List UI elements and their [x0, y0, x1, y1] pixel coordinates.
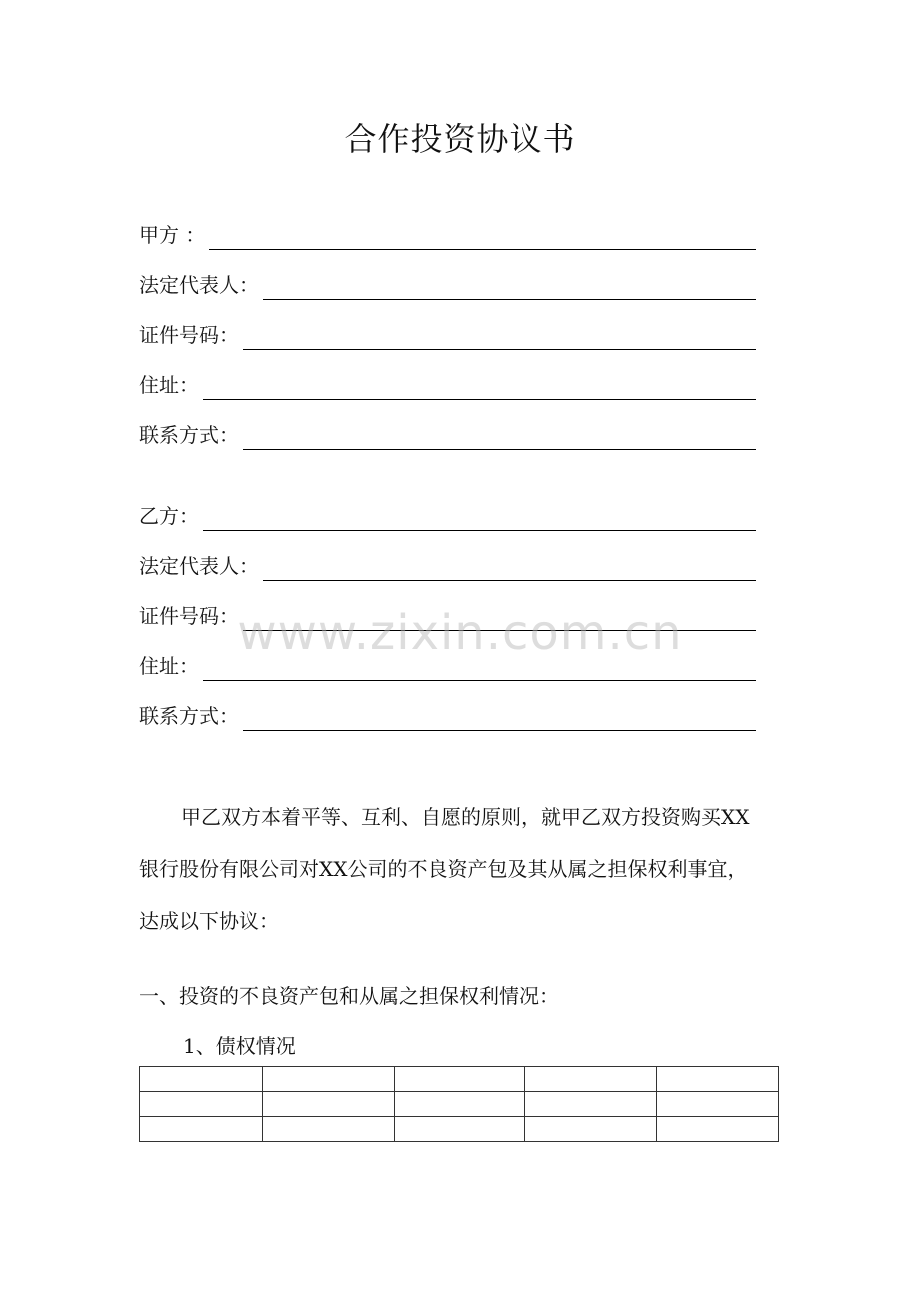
party-b-id-number-field: [139, 599, 756, 631]
blank-line[interactable]: [243, 606, 756, 631]
table-cell[interactable]: [262, 1092, 394, 1117]
field-label: 甲方 ：: [139, 223, 206, 247]
preamble-line-3: 达成以下协议：: [139, 909, 279, 933]
blank-line[interactable]: [243, 325, 756, 350]
table-cell[interactable]: [657, 1092, 779, 1117]
preamble-line-1: [139, 791, 784, 843]
field-label: 法定代表人：: [139, 273, 259, 297]
preamble-paragraph: [139, 791, 784, 947]
table-cell[interactable]: [262, 1117, 394, 1142]
blank-line[interactable]: [203, 656, 756, 681]
blank-line[interactable]: [243, 706, 756, 731]
blank-line[interactable]: [243, 425, 756, 450]
table-cell[interactable]: [140, 1117, 263, 1142]
field-label: 联系方式：: [139, 704, 239, 728]
blank-line[interactable]: [203, 375, 756, 400]
field-label: 证件号码：: [139, 604, 239, 628]
table-cell[interactable]: [657, 1117, 779, 1142]
field-label: 住址：: [139, 654, 199, 678]
blank-line[interactable]: [263, 275, 756, 300]
table-cell[interactable]: [394, 1067, 525, 1092]
blank-line[interactable]: [203, 506, 756, 531]
section-1-sub-1-heading: 1、债权情况: [183, 1034, 296, 1058]
field-label: 住址：: [139, 373, 199, 397]
table-cell[interactable]: [657, 1067, 779, 1092]
preamble-text: 甲乙双方本着平等、互利、自愿的原则，就甲乙双方投资购买XX: [181, 805, 750, 829]
table-cell[interactable]: [140, 1067, 263, 1092]
table-cell[interactable]: [525, 1067, 657, 1092]
blank-line[interactable]: [209, 225, 756, 250]
table-row: [140, 1067, 779, 1092]
party-a-contact-field: [139, 418, 756, 450]
table-cell[interactable]: [525, 1117, 657, 1142]
field-label: 法定代表人：: [139, 554, 259, 578]
table-cell[interactable]: [140, 1092, 263, 1117]
table-cell[interactable]: [262, 1067, 394, 1092]
field-label: 乙方：: [139, 504, 199, 528]
table-row: [140, 1092, 779, 1117]
debt-info-table: [139, 1066, 779, 1142]
party-b-contact-field: [139, 699, 756, 731]
field-label: 证件号码：: [139, 323, 239, 347]
table-cell[interactable]: [394, 1092, 525, 1117]
document-title: 合作投资协议书: [344, 120, 576, 158]
table-cell[interactable]: [394, 1117, 525, 1142]
party-b-address-field: [139, 649, 756, 681]
party-b-legal-rep-field: [139, 549, 756, 581]
party-a-address-field: [139, 368, 756, 400]
table-row: [140, 1117, 779, 1142]
table-cell[interactable]: [525, 1092, 657, 1117]
party-a-name-field: [139, 218, 756, 250]
field-label: 联系方式：: [139, 423, 239, 447]
party-b-name-field: [139, 499, 756, 531]
section-1-heading: 一、投资的不良资产包和从属之担保权利情况：: [139, 984, 559, 1008]
watermark: www.zixin.com.cn: [237, 605, 683, 661]
blank-line[interactable]: [263, 556, 756, 581]
party-a-legal-rep-field: [139, 268, 756, 300]
preamble-line-2: 银行股份有限公司对XX公司的不良资产包及其从属之担保权利事宜，: [139, 857, 748, 881]
party-a-id-number-field: [139, 318, 756, 350]
